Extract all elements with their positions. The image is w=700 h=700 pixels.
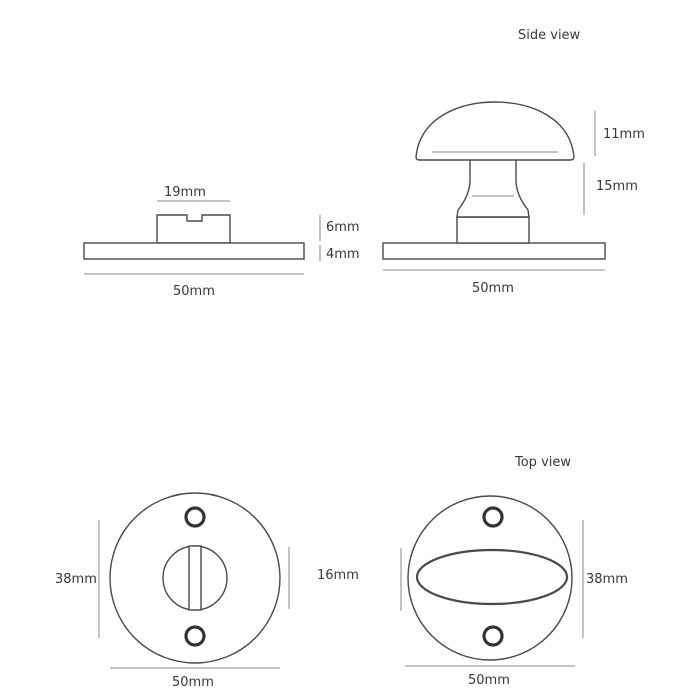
top-view-turn-assembly: [55, 493, 359, 690]
turn-body-side: [157, 215, 230, 243]
knob-plate-width-label: 50mm: [472, 281, 514, 296]
top-view-knob-assembly: [401, 496, 628, 688]
oval-knob: [417, 550, 567, 604]
screw-hole-top: [186, 508, 204, 526]
knob-plate-height-label: 38mm: [586, 572, 628, 587]
plate-width-label: 50mm: [173, 284, 215, 299]
knob-stem: [457, 158, 529, 217]
backplate-side-knob: [383, 243, 605, 259]
knob-plate-width-label: 50mm: [468, 673, 510, 688]
knob-base-collar: [457, 217, 529, 243]
side-view-title: Side view: [518, 28, 581, 43]
stem-height-label: 15mm: [596, 179, 638, 194]
cap-height-label: 11mm: [603, 127, 645, 142]
side-view-knob-assembly: [383, 102, 645, 296]
plate-height-label: 38mm: [55, 572, 97, 587]
top-view-title: Top view: [515, 455, 572, 470]
knob-screw-hole-top: [484, 508, 502, 526]
turn-slot: [189, 546, 201, 610]
knob-cap: [416, 102, 574, 160]
side-view-turn-assembly: [84, 185, 360, 299]
plate-width-label: 50mm: [172, 675, 214, 690]
turn-height-label: 6mm: [326, 220, 360, 235]
backplate-side: [84, 243, 304, 259]
screw-hole-bottom: [186, 627, 204, 645]
knob-screw-hole-bottom: [484, 627, 502, 645]
plate-height-label: 4mm: [326, 247, 360, 262]
turn-diameter-label: 16mm: [317, 568, 359, 583]
slot-width-label: 19mm: [164, 185, 206, 200]
